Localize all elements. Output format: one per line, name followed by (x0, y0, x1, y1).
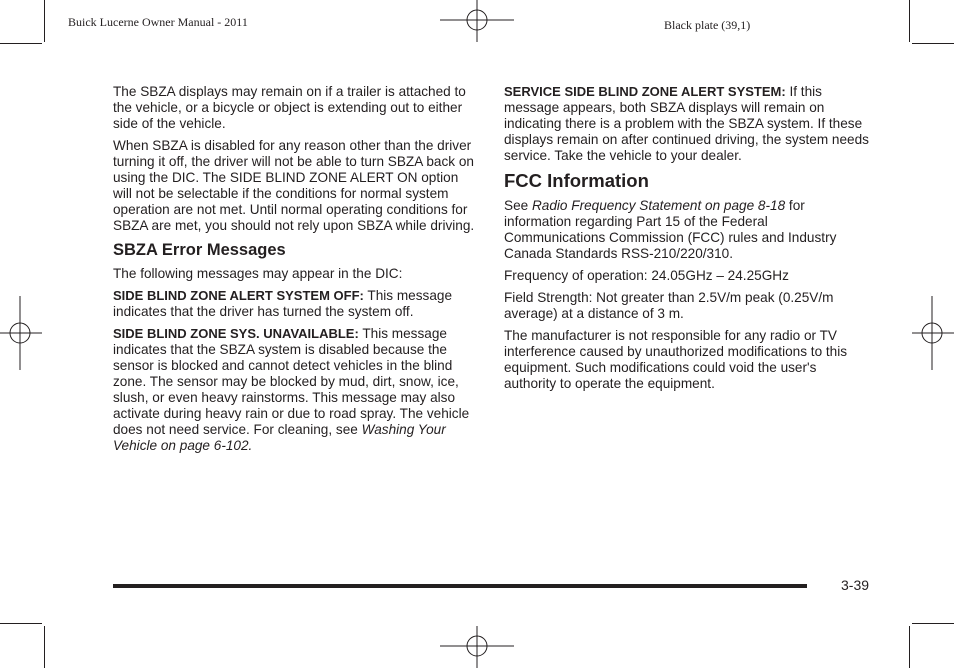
message-text-service-system: If this message appears, both SBZA displays will remain on indicating there is a problem with the SBZA system. If these displays remain on after continued driving, the system needs service. Take the vehicle to your dealer. (504, 84, 869, 163)
message-text-sys-unavailable: This message indicates that the SBZA system is disabled because the sensor is blocked and cannot detect vehicles in the blind zone. The sensor may be blocked by mud, dirt, snow, ice, slush, or even heavy rainstorms. This message may also activate during heavy rain or due to road spray. The vehicle does not need service. For cleaning, see (113, 326, 470, 437)
cross-reference-radio-frequency[interactable]: Radio Frequency Statement on page 8‑18 (531, 198, 786, 213)
header-manual-title: Buick Lucerne Owner Manual - 2011 (68, 15, 248, 29)
message-system-off (113, 288, 479, 320)
message-term-sys-unavailable: SIDE BLIND ZONE SYS. UNAVAILABLE: (113, 326, 359, 341)
crop-mark-bottom-left-h (0, 623, 42, 624)
paragraph-sbza-disabled: When SBZA is disabled for any reason other than the driver turning it off, the driver will not be able to turn SBZA back on using the DIC. The SIDE BLIND ZONE ALERT ON option will not be selectable if the conditions for normal system operation are not met. Until normal operating conditions for SBZA are met, you should not rely upon SBZA while driving. (113, 138, 475, 233)
right-column (504, 84, 870, 398)
crop-mark-top-left-h (0, 43, 42, 44)
message-sys-unavailable (113, 326, 479, 454)
section-heading-fcc-information: FCC Information (504, 170, 649, 191)
crop-mark-top-right-v (909, 0, 910, 42)
paragraph-fcc-see (504, 198, 870, 262)
registration-mark-left (0, 296, 42, 370)
registration-mark-bottom (440, 626, 514, 668)
fcc-see-text: for information regarding Part 15 of the Federal Communications Commission (FCC) rules and Industry Canada Standards RSS-210/220/310. (504, 198, 837, 261)
message-text-system-off: This message indicates that the driver has turned the system off. (113, 288, 453, 319)
crop-mark-top-left-v (44, 0, 45, 42)
paragraph-sbza-display: The SBZA displays may remain on if a trailer is attached to the vehicle, or a bicycle or object is extending out to either side of the vehicle. (113, 84, 466, 131)
page-number: 3-39 (841, 577, 870, 593)
see-label: See (504, 198, 532, 213)
left-column (113, 84, 479, 460)
crop-mark-bottom-right-v (909, 626, 910, 668)
crop-mark-bottom-right-h (912, 623, 954, 624)
message-term-service-system: SERVICE SIDE BLIND ZONE ALERT SYSTEM: (504, 84, 786, 99)
registration-mark-right (912, 296, 954, 370)
header-plate-label: Black plate (39,1) (664, 18, 751, 32)
registration-mark-top (440, 0, 514, 42)
message-service-system (504, 84, 870, 164)
footer-rule (113, 584, 807, 588)
crop-mark-bottom-left-v (44, 626, 45, 668)
paragraph-messages-intro: The following messages may appear in the DIC: (113, 266, 403, 281)
paragraph-manufacturer-disclaimer: The manufacturer is not responsible for any radio or TV interference caused by unauthorized modifications to this equipment. Such modifications could void the user's authority to operate the equipment. (504, 328, 848, 391)
cross-reference-washing-vehicle[interactable]: Washing Your Vehicle on page 6‑102. (113, 422, 446, 453)
message-term-system-off: SIDE BLIND ZONE ALERT SYSTEM OFF: (113, 288, 364, 303)
section-heading-sbza-error-messages: SBZA Error Messages (113, 241, 286, 259)
paragraph-frequency: Frequency of operation: 24.05GHz – 24.25GHz (504, 268, 789, 283)
crop-mark-top-right-h (912, 43, 954, 44)
paragraph-field-strength: Field Strength: Not greater than 2.5V/m peak (0.25V/m average) at a distance of 3 m. (504, 290, 834, 321)
